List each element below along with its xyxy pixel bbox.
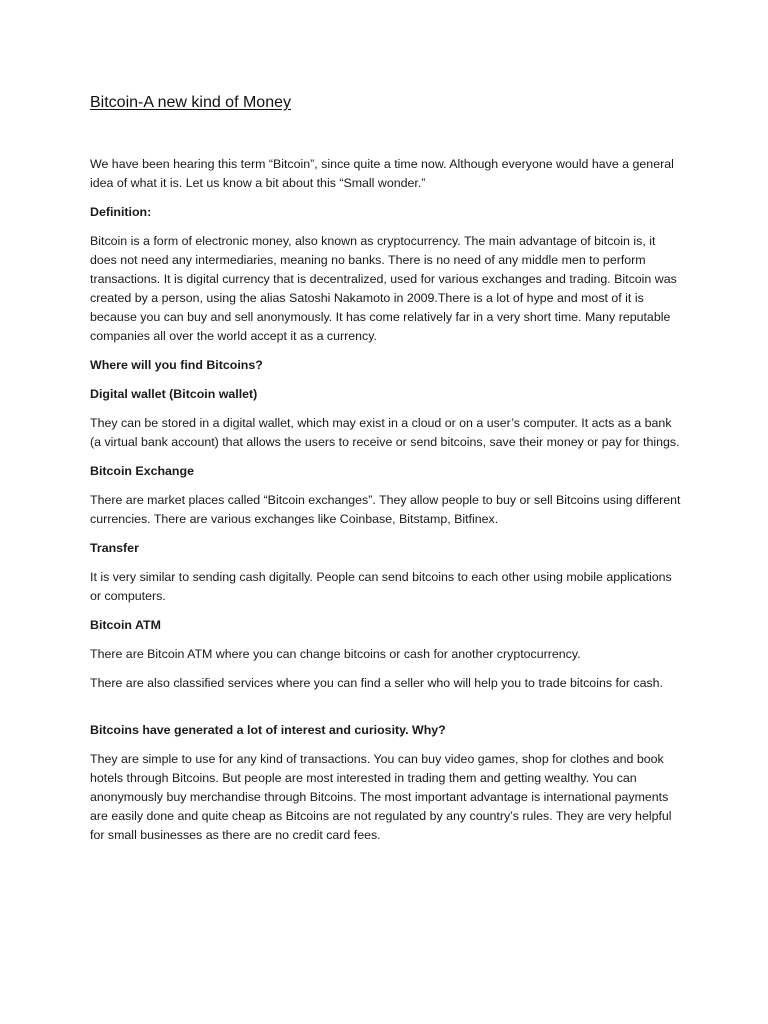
transfer-heading: Transfer: [90, 541, 139, 555]
where-to-find-heading: Where will you find Bitcoins?: [90, 358, 263, 372]
digital-wallet-heading: Digital wallet (Bitcoin wallet): [90, 387, 258, 401]
bitcoin-exchange-paragraph: There are market places called “Bitcoin exchanges”. They allow people to buy or sell Bitcoins using different currencies. There are various exchanges like Coinbase, Bitstamp, Bitfinex.: [90, 493, 681, 526]
document-title: Bitcoin-A new kind of Money: [90, 94, 291, 111]
transfer-paragraph: It is very similar to sending cash digitally. People can send bitcoins to each other using mobile applications or computers.: [90, 570, 672, 603]
digital-wallet-paragraph: They can be stored in a digital wallet, which may exist in a cloud or on a user’s computer. It acts as a bank (a virtual bank account) that allows the users to receive or send bitcoins, save their money or pay for things.: [90, 416, 680, 449]
definition-paragraph: Bitcoin is a form of electronic money, also known as cryptocurrency. The main advantage of bitcoin is, it does not need any intermediaries, meaning no banks. There is no need of any middle men to perform transactions. It is digital currency that is decentralized, used for various exchanges and trading. Bitcoin was created by a person, using the alias Satoshi Nakamoto in 2009.There is a lot of hype and most of it is because you can buy and sell anonymously. It has come relatively far in a very short time. Many reputable companies all over the world accept it as a currency.: [90, 234, 677, 343]
bitcoin-atm-heading: Bitcoin ATM: [90, 618, 161, 632]
bitcoin-atm-paragraph: There are Bitcoin ATM where you can change bitcoins or cash for another cryptocurrency.: [90, 647, 581, 661]
bitcoin-exchange-heading: Bitcoin Exchange: [90, 464, 194, 478]
interest-paragraph: They are simple to use for any kind of transactions. You can buy video games, shop for clothes and book hotels through Bitcoins. But people are most interested in trading them and getting wealthy. You can anonymously buy merchandise through Bitcoins. The most important advantage is international payments are easily done and quite cheap as Bitcoins are not regulated by any country’s rules. They are very helpful for small businesses as there are no credit card fees.: [90, 752, 672, 842]
classified-services-paragraph: There are also classified services where you can find a seller who will help you to trade bitcoins for cash.: [90, 676, 664, 690]
interest-heading: Bitcoins have generated a lot of interest and curiosity. Why?: [90, 723, 446, 737]
document-body: [90, 155, 685, 855]
definition-heading: Definition:: [90, 205, 152, 219]
intro-paragraph: We have been hearing this term “Bitcoin”, since quite a time now. Although everyone would have a general idea of what it is. Let us know a bit about this “Small wonder.”: [90, 157, 674, 190]
